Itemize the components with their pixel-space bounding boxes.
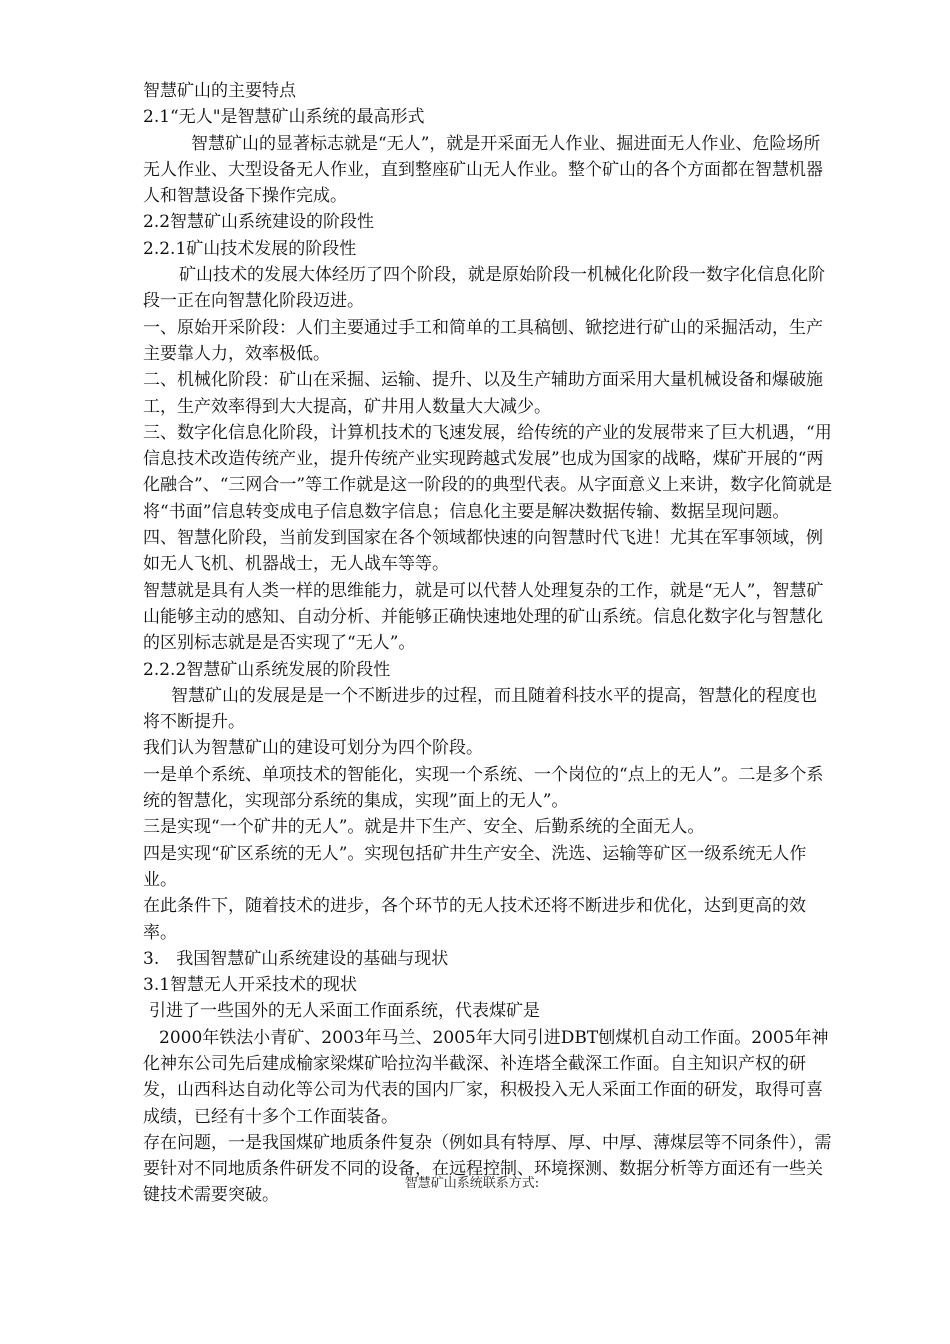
- body-paragraph: 四、智慧化阶段，当前发到国家在各个领域都快速的向智慧时代飞进！尤其在军事领域，例如无人飞机、机器战士，无人战车等等。: [143, 528, 823, 575]
- page-footer: [0, 1172, 950, 1191]
- body-paragraph: 二、机械化阶段：矿山在采掘、运输、提升、以及生产辅助方面采用大量机械设备和爆破施工，生产效率得到大大提高，矿井用人数量大大减少。: [143, 370, 823, 417]
- section-heading: 3.1智慧无人开采技术的现状: [143, 975, 358, 996]
- body-paragraph: 四是实现“矿区系统的无人”。实现包括矿井生产安全、洗选、运输等矿区一级系统无人作业。: [143, 843, 807, 890]
- body-paragraph: 一、原始开采阶段：人们主要通过手工和简单的工具稿刨、锨挖进行矿山的采掘活动，生产主要靠人力，效率极低。: [143, 317, 823, 364]
- section-heading: 智慧矿山的主要特点: [143, 81, 296, 101]
- body-paragraph: 引进了一些国外的无人采面工作面系统，代表煤矿是: [149, 1001, 540, 1022]
- footer-contact-label: 智慧矿山系统联系方式:: [404, 1176, 540, 1191]
- section-heading: 2.2.1矿山技术发展的阶段性: [143, 238, 357, 259]
- section-heading: 2.2智慧矿山系统建设的阶段性: [143, 212, 375, 233]
- body-paragraph: 智慧矿山的发展是是一个不断进步的过程，而且随着科技水平的提高，智慧化的程度也将不断提升。: [143, 685, 817, 733]
- section-heading: 2.2.2智慧矿山系统发展的阶段性: [143, 659, 391, 680]
- body-paragraph: 2000年铁法小青矿、2003年马兰、2005年大同引进DBT刨煤机自动工作面。2005年神化神东公司先后建成榆家梁煤矿哈拉沟半截深、补连塔全截深工作面。自主知识产权的研发，山西科达自动化等公司为代表的国内厂家，积极投入无人采面工作面的研发，取得可喜成绩，已经有十多个工作面装备。: [143, 1027, 829, 1127]
- body-paragraph: 在此条件下，随着技术的进步，各个环节的无人技术还将不断进步和优化，达到更高的效率。: [143, 896, 806, 943]
- body-paragraph: 矿山技术的发展大体经历了四个阶段，就是原始阶段一机械化化阶段一数字化信息化阶段一正在向智慧化阶段迈进。: [143, 265, 825, 312]
- body-paragraph: 我们认为智慧矿山的建设可划分为四个阶段。: [143, 738, 483, 759]
- body-paragraph: 三是实现“一个矿井的无人”。就是井下生产、安全、后勤系统的全面无人。: [143, 817, 705, 838]
- body-paragraph: 一是单个系统、单项技术的智能化，实现一个系统、一个岗位的“点上的无人”。二是多个系统的智慧化，实现部分系统的集成，实现”面上的无人”。: [143, 764, 824, 812]
- body-paragraph: 存在问题，一是我国煤矿地质条件复杂（例如具有特厚、厚、中厚、薄煤层等不同条件），需要针对不同地质条件研发不同的设备，在远程控制、环境探测、数据分析等方面还有一些关键技术需要突破。: [143, 1132, 832, 1206]
- body-paragraph: 三、数字化信息化阶段，计算机技术的飞速发展，给传统的产业的发展带来了巨大机遇，“用信息技术改造传统产业，提升传统产业实现跨越式发展”也成为国家的战略，煤矿开展的“两化融合”、“三网合一”等工作就是这一阶段的的典型代表。从字面意义上来讲，数字化简就是将“书面”信息转变成电子信息数字信息；信息化主要是解决数据传输、数据呈现问题。: [143, 422, 833, 522]
- section-heading: 3. 我国智慧矿山系统建设的基础与现状: [143, 948, 449, 969]
- section-heading: 2.1“无人"是智慧矿山系统的最高形式: [143, 107, 425, 128]
- body-paragraph: 智慧矿山的显著标志就是“无人”，就是开采面无人作业、掘进面无人作业、危险场所无人作业、大型设备无人作业，直到整座矿山无人作业。整个矿山的各个方面都在智慧机器人和智慧设备下操作完成。: [143, 133, 823, 207]
- document-body: [143, 78, 833, 1209]
- body-paragraph: 智慧就是具有人类一样的思维能力，就是可以代替人处理复杂的工作，就是“无人”，智慧矿山能够主动的感知、自动分析、并能够正确快速地处理的矿山系统。信息化数字化与智慧化的区别标志就是是否实现了“无人”。: [143, 580, 824, 654]
